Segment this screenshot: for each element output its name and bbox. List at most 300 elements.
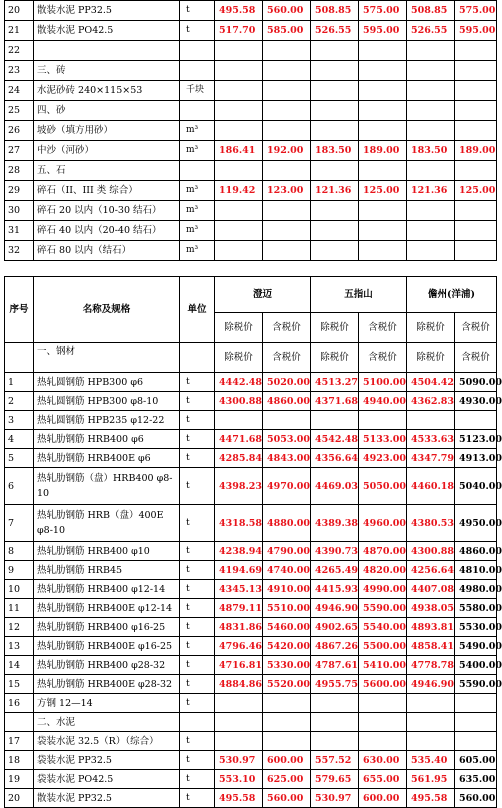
item-name: 方钢 12—14 <box>34 694 180 713</box>
ex-tax-value <box>215 41 263 61</box>
col-header-ex-tax: 除税价 <box>311 313 359 343</box>
unit-label: t <box>180 373 215 392</box>
unit-label: m³ <box>180 121 215 141</box>
item-name: 碎石 20 以内（10-30 结石） <box>34 201 180 221</box>
table-row <box>5 580 497 599</box>
unit-label: m³ <box>180 241 215 261</box>
inc-tax-value: 5133.00 <box>359 430 407 449</box>
table-cell <box>180 343 215 373</box>
row-number: 11 <box>5 599 34 618</box>
row-number: 3 <box>5 411 34 430</box>
inc-tax-value <box>455 161 497 181</box>
row-number: 30 <box>5 201 34 221</box>
ex-tax-value <box>311 221 359 241</box>
inc-tax-value <box>359 694 407 713</box>
inc-tax-value: 5530.00 <box>455 618 497 637</box>
item-name: 热轧肋钢筋（盘）HRB400 φ8-10 <box>34 468 180 505</box>
ex-tax-value <box>407 161 455 181</box>
ex-tax-value: 4238.94 <box>215 542 263 561</box>
inc-tax-value: 635.00 <box>455 770 497 789</box>
unit-label: m³ <box>180 181 215 201</box>
table-row <box>5 542 497 561</box>
unit-label: t <box>180 637 215 656</box>
col-header-ex-tax: 除税价 <box>311 343 359 373</box>
ex-tax-value: 4955.75 <box>311 675 359 694</box>
ex-tax-value: 121.36 <box>311 181 359 201</box>
item-name: 三、砖 <box>34 61 180 81</box>
inc-tax-value: 575.00 <box>359 1 407 21</box>
row-number: 25 <box>5 101 34 121</box>
unit-label <box>180 41 215 61</box>
row-number: 26 <box>5 121 34 141</box>
section-label: 一、钢材 <box>34 343 180 373</box>
unit-label: t <box>180 1 215 21</box>
ex-tax-value: 119.42 <box>215 181 263 201</box>
ex-tax-value: 4362.83 <box>407 392 455 411</box>
ex-tax-value: 4796.46 <box>215 637 263 656</box>
inc-tax-value: 4740.00 <box>263 561 311 580</box>
item-name: 热轧圆钢筋 HPB300 φ8-10 <box>34 392 180 411</box>
inc-tax-value: 5400.00 <box>455 656 497 675</box>
ex-tax-value <box>407 81 455 101</box>
ex-tax-value <box>311 713 359 732</box>
ex-tax-value: 579.65 <box>311 770 359 789</box>
section-row <box>5 343 497 373</box>
inc-tax-value: 5500.00 <box>359 637 407 656</box>
inc-tax-value <box>455 694 497 713</box>
ex-tax-value: 535.40 <box>407 751 455 770</box>
inc-tax-value: 560.00 <box>263 789 311 808</box>
inc-tax-value: 5490.00 <box>455 637 497 656</box>
row-number: 19 <box>5 770 34 789</box>
ex-tax-value <box>215 161 263 181</box>
inc-tax-value: 4930.00 <box>455 392 497 411</box>
unit-label: t <box>180 675 215 694</box>
item-name: 碎石 40 以内（20-40 结石） <box>34 221 180 241</box>
inc-tax-value: 4950.00 <box>455 505 497 542</box>
table-row <box>5 770 497 789</box>
unit-label: t <box>180 694 215 713</box>
inc-tax-value: 5600.00 <box>359 675 407 694</box>
inc-tax-value <box>263 732 311 751</box>
table-row <box>5 449 497 468</box>
row-number: 29 <box>5 181 34 201</box>
ex-tax-value: 557.52 <box>311 751 359 770</box>
main-price-table <box>4 276 502 808</box>
table-row <box>5 713 497 732</box>
col-header-inc-tax: 含税价 <box>455 343 497 373</box>
item-name: 五、石 <box>34 161 180 181</box>
col-header-inc-tax: 含税价 <box>359 343 407 373</box>
unit-label: t <box>180 770 215 789</box>
table-row <box>5 411 497 430</box>
inc-tax-value: 560.00 <box>455 789 497 808</box>
unit-label: t <box>180 505 215 542</box>
ex-tax-value <box>215 713 263 732</box>
row-number: 20 <box>5 789 34 808</box>
unit-label: t <box>180 542 215 561</box>
inc-tax-value <box>455 41 497 61</box>
ex-tax-value <box>311 81 359 101</box>
unit-label: m³ <box>180 201 215 221</box>
item-name: 热轧肋钢筋 HRB400 φ10 <box>34 542 180 561</box>
ex-tax-value: 508.85 <box>407 1 455 21</box>
inc-tax-value: 600.00 <box>263 751 311 770</box>
ex-tax-value <box>311 732 359 751</box>
table-cell <box>5 343 34 373</box>
item-name: 散装水泥 PO42.5 <box>34 21 180 41</box>
item-name: 散装水泥 PP32.5 <box>34 789 180 808</box>
ex-tax-value: 4398.23 <box>215 468 263 505</box>
ex-tax-value: 530.97 <box>311 789 359 808</box>
inc-tax-value: 595.00 <box>359 21 407 41</box>
row-number: 28 <box>5 161 34 181</box>
row-number: 31 <box>5 221 34 241</box>
inc-tax-value: 4980.00 <box>455 580 497 599</box>
inc-tax-value <box>455 221 497 241</box>
ex-tax-value: 4300.88 <box>407 542 455 561</box>
inc-tax-value <box>263 713 311 732</box>
ex-tax-value <box>215 732 263 751</box>
unit-label: t <box>180 411 215 430</box>
ex-tax-value: 4256.64 <box>407 561 455 580</box>
inc-tax-value: 4913.00 <box>455 449 497 468</box>
inc-tax-value: 5590.00 <box>455 675 497 694</box>
inc-tax-value <box>455 241 497 261</box>
ex-tax-value: 4902.65 <box>311 618 359 637</box>
ex-tax-value: 4345.13 <box>215 580 263 599</box>
row-number: 7 <box>5 505 34 542</box>
inc-tax-value: 5520.00 <box>263 675 311 694</box>
table-row <box>5 751 497 770</box>
item-name: 水泥砂砖 240×115×53 <box>34 81 180 101</box>
ex-tax-value <box>407 411 455 430</box>
inc-tax-value: 5040.00 <box>455 468 497 505</box>
table-row <box>5 789 497 808</box>
ex-tax-value: 4893.81 <box>407 618 455 637</box>
inc-tax-value: 5410.00 <box>359 656 407 675</box>
table-row <box>5 181 497 201</box>
inc-tax-value <box>263 411 311 430</box>
ex-tax-value: 4858.41 <box>407 637 455 656</box>
ex-tax-value: 4285.84 <box>215 449 263 468</box>
unit-label <box>180 161 215 181</box>
row-number: 10 <box>5 580 34 599</box>
ex-tax-value: 4504.42 <box>407 373 455 392</box>
item-name: 热轧肋钢筋 HRB400 φ12-14 <box>34 580 180 599</box>
row-number: 16 <box>5 694 34 713</box>
header-row <box>5 277 497 313</box>
item-name: 袋装水泥 PO42.5 <box>34 770 180 789</box>
row-number: 18 <box>5 751 34 770</box>
inc-tax-value: 5590.00 <box>359 599 407 618</box>
table-row <box>5 241 497 261</box>
ex-tax-value: 4542.48 <box>311 430 359 449</box>
inc-tax-value: 5053.00 <box>263 430 311 449</box>
ex-tax-value <box>407 713 455 732</box>
ex-tax-value <box>311 411 359 430</box>
col-header-region1: 澄迈 <box>215 277 311 313</box>
row-number: 2 <box>5 392 34 411</box>
col-header-inc-tax: 含税价 <box>263 343 311 373</box>
row-number: 13 <box>5 637 34 656</box>
item-name: 袋装水泥 PP32.5 <box>34 751 180 770</box>
ex-tax-value: 4533.63 <box>407 430 455 449</box>
inc-tax-value <box>455 411 497 430</box>
inc-tax-value: 4820.00 <box>359 561 407 580</box>
inc-tax-value: 5510.00 <box>263 599 311 618</box>
ex-tax-value <box>407 41 455 61</box>
inc-tax-value: 5460.00 <box>263 618 311 637</box>
table-row <box>5 1 497 21</box>
inc-tax-value <box>263 241 311 261</box>
unit-label <box>180 101 215 121</box>
inc-tax-value: 605.00 <box>455 751 497 770</box>
inc-tax-value: 4940.00 <box>359 392 407 411</box>
ex-tax-value: 4469.03 <box>311 468 359 505</box>
table-row <box>5 505 497 542</box>
ex-tax-value: 495.58 <box>407 789 455 808</box>
inc-tax-value: 5090.00 <box>455 373 497 392</box>
row-number: 14 <box>5 656 34 675</box>
ex-tax-value <box>407 241 455 261</box>
ex-tax-value: 561.95 <box>407 770 455 789</box>
inc-tax-value: 4790.00 <box>263 542 311 561</box>
unit-label <box>180 713 215 732</box>
ex-tax-value: 4938.05 <box>407 599 455 618</box>
item-name: 热轧肋钢筋 HRB400E φ12-14 <box>34 599 180 618</box>
ex-tax-value <box>407 221 455 241</box>
item-name: 热轧圆钢筋 HPB300 φ6 <box>34 373 180 392</box>
unit-label: t <box>180 751 215 770</box>
ex-tax-value: 508.85 <box>311 1 359 21</box>
row-number: 6 <box>5 468 34 505</box>
ex-tax-value <box>407 61 455 81</box>
table-row <box>5 41 497 61</box>
ex-tax-value: 4778.78 <box>407 656 455 675</box>
inc-tax-value <box>359 241 407 261</box>
ex-tax-value: 495.58 <box>215 1 263 21</box>
ex-tax-value: 4390.73 <box>311 542 359 561</box>
ex-tax-value <box>311 121 359 141</box>
inc-tax-value: 189.00 <box>455 141 497 161</box>
unit-label: t <box>180 21 215 41</box>
item-name: 二、水泥 <box>34 713 180 732</box>
inc-tax-value: 4910.00 <box>263 580 311 599</box>
unit-label: t <box>180 449 215 468</box>
inc-tax-value: 125.00 <box>359 181 407 201</box>
ex-tax-value <box>215 81 263 101</box>
row-number: 20 <box>5 1 34 21</box>
inc-tax-value <box>455 61 497 81</box>
col-header-name: 名称及规格 <box>34 277 180 343</box>
table-row <box>5 430 497 449</box>
inc-tax-value <box>455 121 497 141</box>
item-name: 中沙（河砂） <box>34 141 180 161</box>
row-number <box>5 713 34 732</box>
ex-tax-value: 4471.68 <box>215 430 263 449</box>
ex-tax-value <box>407 694 455 713</box>
item-name: 坡砂（填方用砂） <box>34 121 180 141</box>
ex-tax-value <box>407 101 455 121</box>
inc-tax-value: 5020.00 <box>263 373 311 392</box>
unit-label: t <box>180 430 215 449</box>
inc-tax-value: 5540.00 <box>359 618 407 637</box>
row-number: 24 <box>5 81 34 101</box>
ex-tax-value <box>311 201 359 221</box>
col-header-ex-tax: 除税价 <box>407 343 455 373</box>
unit-label: t <box>180 732 215 751</box>
ex-tax-value: 4831.86 <box>215 618 263 637</box>
item-name <box>34 41 180 61</box>
ex-tax-value <box>311 41 359 61</box>
inc-tax-value: 4970.00 <box>263 468 311 505</box>
inc-tax-value: 4810.00 <box>455 561 497 580</box>
table-row <box>5 121 497 141</box>
row-number: 4 <box>5 430 34 449</box>
unit-label: 千块 <box>180 81 215 101</box>
inc-tax-value: 655.00 <box>359 770 407 789</box>
ex-tax-value: 4194.69 <box>215 561 263 580</box>
table-row <box>5 141 497 161</box>
inc-tax-value <box>359 121 407 141</box>
table-row <box>5 637 497 656</box>
ex-tax-value: 4407.08 <box>407 580 455 599</box>
table-row <box>5 61 497 81</box>
table-row <box>5 656 497 675</box>
item-name: 热轧肋钢筋 HRB400 φ16-25 <box>34 618 180 637</box>
inc-tax-value: 5123.00 <box>455 430 497 449</box>
ex-tax-value: 530.97 <box>215 751 263 770</box>
table-row <box>5 618 497 637</box>
unit-label: m³ <box>180 141 215 161</box>
item-name: 热轧肋钢筋 HRB400E φ16-25 <box>34 637 180 656</box>
row-number: 21 <box>5 21 34 41</box>
ex-tax-value: 4879.11 <box>215 599 263 618</box>
inc-tax-value <box>263 161 311 181</box>
item-name: 热轧肋钢筋 HRB400 φ6 <box>34 430 180 449</box>
table-row <box>5 221 497 241</box>
ex-tax-value: 4356.64 <box>311 449 359 468</box>
ex-tax-value: 4460.18 <box>407 468 455 505</box>
inc-tax-value <box>263 61 311 81</box>
row-number: 17 <box>5 732 34 751</box>
ex-tax-value: 4415.93 <box>311 580 359 599</box>
row-number: 9 <box>5 561 34 580</box>
ex-tax-value: 4867.26 <box>311 637 359 656</box>
inc-tax-value: 600.00 <box>359 789 407 808</box>
row-number: 27 <box>5 141 34 161</box>
table-row <box>5 694 497 713</box>
unit-label: t <box>180 618 215 637</box>
unit-label: t <box>180 392 215 411</box>
table-row <box>5 161 497 181</box>
ex-tax-value: 4380.53 <box>407 505 455 542</box>
ex-tax-value <box>311 101 359 121</box>
ex-tax-value: 183.50 <box>407 141 455 161</box>
inc-tax-value <box>455 713 497 732</box>
row-number: 5 <box>5 449 34 468</box>
inc-tax-value: 189.00 <box>359 141 407 161</box>
ex-tax-value: 4787.61 <box>311 656 359 675</box>
inc-tax-value: 5100.00 <box>359 373 407 392</box>
ex-tax-value: 4442.48 <box>215 373 263 392</box>
inc-tax-value: 5420.00 <box>263 637 311 656</box>
inc-tax-value <box>359 81 407 101</box>
item-name: 热轧肋钢筋 HRB（盘）400E φ8-10 <box>34 505 180 542</box>
inc-tax-value <box>359 713 407 732</box>
inc-tax-value: 123.00 <box>263 181 311 201</box>
inc-tax-value <box>263 121 311 141</box>
top-price-table <box>4 0 497 261</box>
ex-tax-value <box>215 121 263 141</box>
col-header-inc-tax: 含税价 <box>263 313 311 343</box>
inc-tax-value: 4870.00 <box>359 542 407 561</box>
ex-tax-value <box>215 694 263 713</box>
col-header-region3: 儋州(洋浦) <box>407 277 497 313</box>
inc-tax-value <box>359 41 407 61</box>
ex-tax-value: 4513.27 <box>311 373 359 392</box>
inc-tax-value: 192.00 <box>263 141 311 161</box>
table-row <box>5 392 497 411</box>
inc-tax-value: 585.00 <box>263 21 311 41</box>
item-name: 热轧肋钢筋 HRB45 <box>34 561 180 580</box>
inc-tax-value <box>263 221 311 241</box>
ex-tax-value: 4389.38 <box>311 505 359 542</box>
inc-tax-value: 4843.00 <box>263 449 311 468</box>
table-row <box>5 468 497 505</box>
col-header-ex-tax: 除税价 <box>215 313 263 343</box>
inc-tax-value: 4990.00 <box>359 580 407 599</box>
unit-label: t <box>180 468 215 505</box>
ex-tax-value: 4347.79 <box>407 449 455 468</box>
inc-tax-value: 5330.00 <box>263 656 311 675</box>
col-header-unit: 单位 <box>180 277 215 343</box>
inc-tax-value <box>455 732 497 751</box>
table-row <box>5 21 497 41</box>
ex-tax-value <box>215 241 263 261</box>
unit-label: t <box>180 656 215 675</box>
item-name: 热轧圆钢筋 HPB235 φ12-22 <box>34 411 180 430</box>
item-name: 热轧肋钢筋 HRB400 φ28-32 <box>34 656 180 675</box>
unit-label: t <box>180 789 215 808</box>
col-header-ex-tax: 除税价 <box>215 343 263 373</box>
row-number: 32 <box>5 241 34 261</box>
inc-tax-value: 4960.00 <box>359 505 407 542</box>
inc-tax-value <box>359 411 407 430</box>
inc-tax-value: 630.00 <box>359 751 407 770</box>
table-row <box>5 101 497 121</box>
inc-tax-value <box>455 81 497 101</box>
ex-tax-value: 526.55 <box>407 21 455 41</box>
unit-label: m³ <box>180 221 215 241</box>
ex-tax-value <box>407 201 455 221</box>
inc-tax-value <box>359 732 407 751</box>
inc-tax-value <box>359 161 407 181</box>
row-number: 15 <box>5 675 34 694</box>
ex-tax-value <box>311 694 359 713</box>
inc-tax-value <box>263 694 311 713</box>
table-row <box>5 675 497 694</box>
ex-tax-value: 517.70 <box>215 21 263 41</box>
ex-tax-value <box>311 241 359 261</box>
item-name: 散装水泥 PP32.5 <box>34 1 180 21</box>
ex-tax-value: 4716.81 <box>215 656 263 675</box>
ex-tax-value <box>311 161 359 181</box>
table-row <box>5 201 497 221</box>
unit-label: t <box>180 580 215 599</box>
ex-tax-value <box>215 221 263 241</box>
